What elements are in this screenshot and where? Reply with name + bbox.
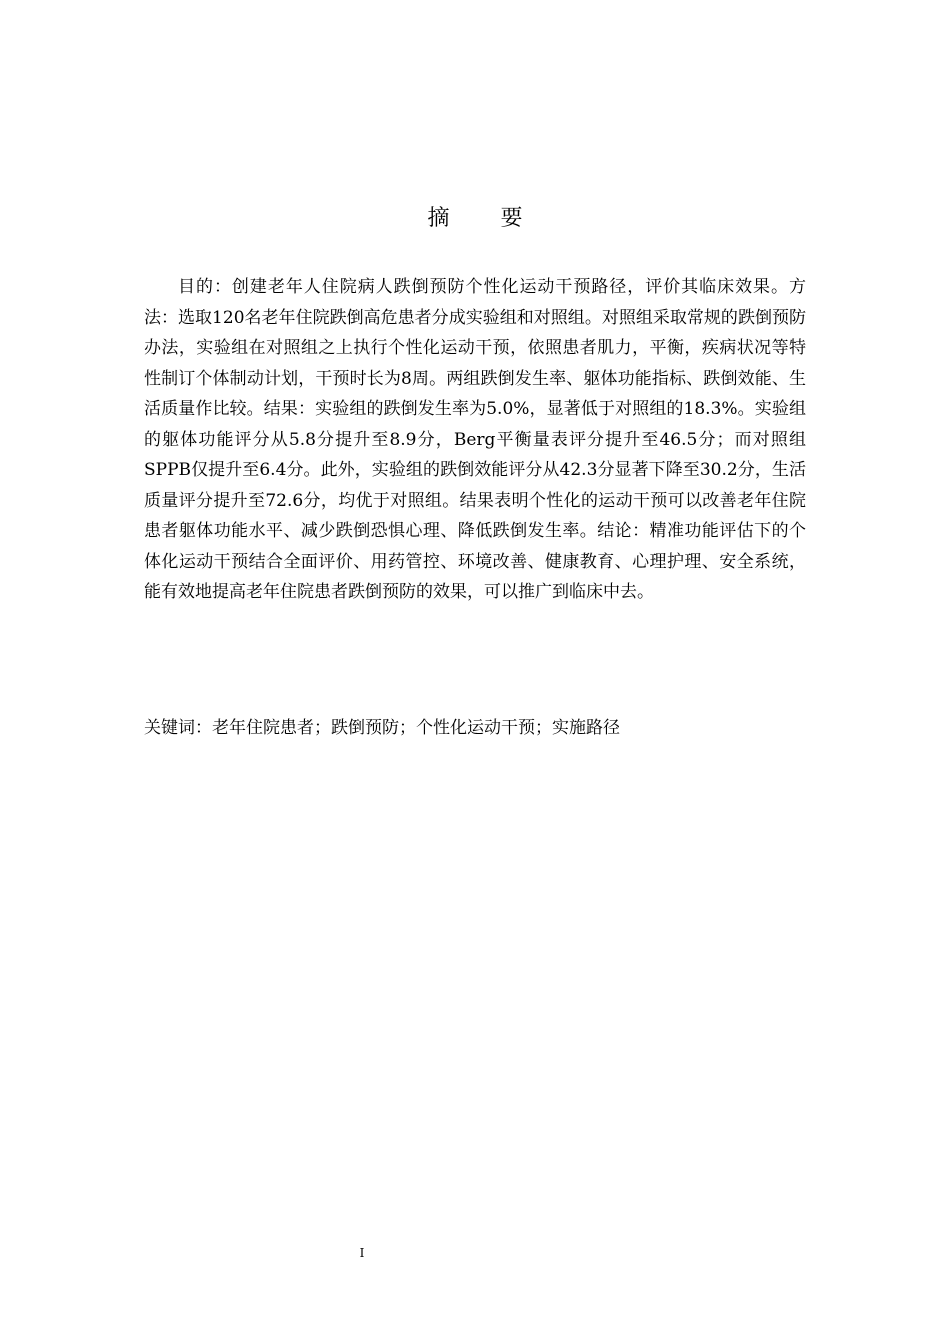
page-number: I	[359, 1246, 365, 1260]
keywords-text: 老年住院患者；跌倒预防；个性化运动干预；实施路径	[212, 718, 620, 738]
keywords-line	[144, 713, 806, 743]
keywords-label: 关键词：	[144, 718, 212, 738]
abstract-body: 目的：创建老年人住院病人跌倒预防个性化运动干预路径，评价其临床效果。方法：选取120名老年住院跌倒高危患者分成实验组和对照组。对照组采取常规的跌倒预防办法，实验组在对照组之上执行个性化运动干预，依照患者肌力，平衡，疾病状况等特性制订个体制动计划，干预时长为8周。两组跌倒发生率、躯体功能指标、跌倒效能、生活质量作比较。结果：实验组的跌倒发生率为5.0%，显著低于对照组的18.3%。实验组的躯体功能评分从5.8分提升至8.9分，Berg平衡量表评分提升至46.5分；而对照组SPPB仅提升至6.4分。此外，实验组的跌倒效能评分从42.3分显著下降至30.2分，生活质量评分提升至72.6分，均优于对照组。结果表明个性化的运动干预可以改善老年住院患者躯体功能水平、减少跌倒恐惧心理、降低跌倒发生率。结论：精准功能评估下的个体化运动干预结合全面评价、用药管控、环境改善、健康教育、心理护理、安全系统，能有效地提高老年住院患者跌倒预防的效果，可以推广到临床中去。	[144, 277, 806, 602]
abstract-title: 摘 要	[427, 206, 545, 231]
